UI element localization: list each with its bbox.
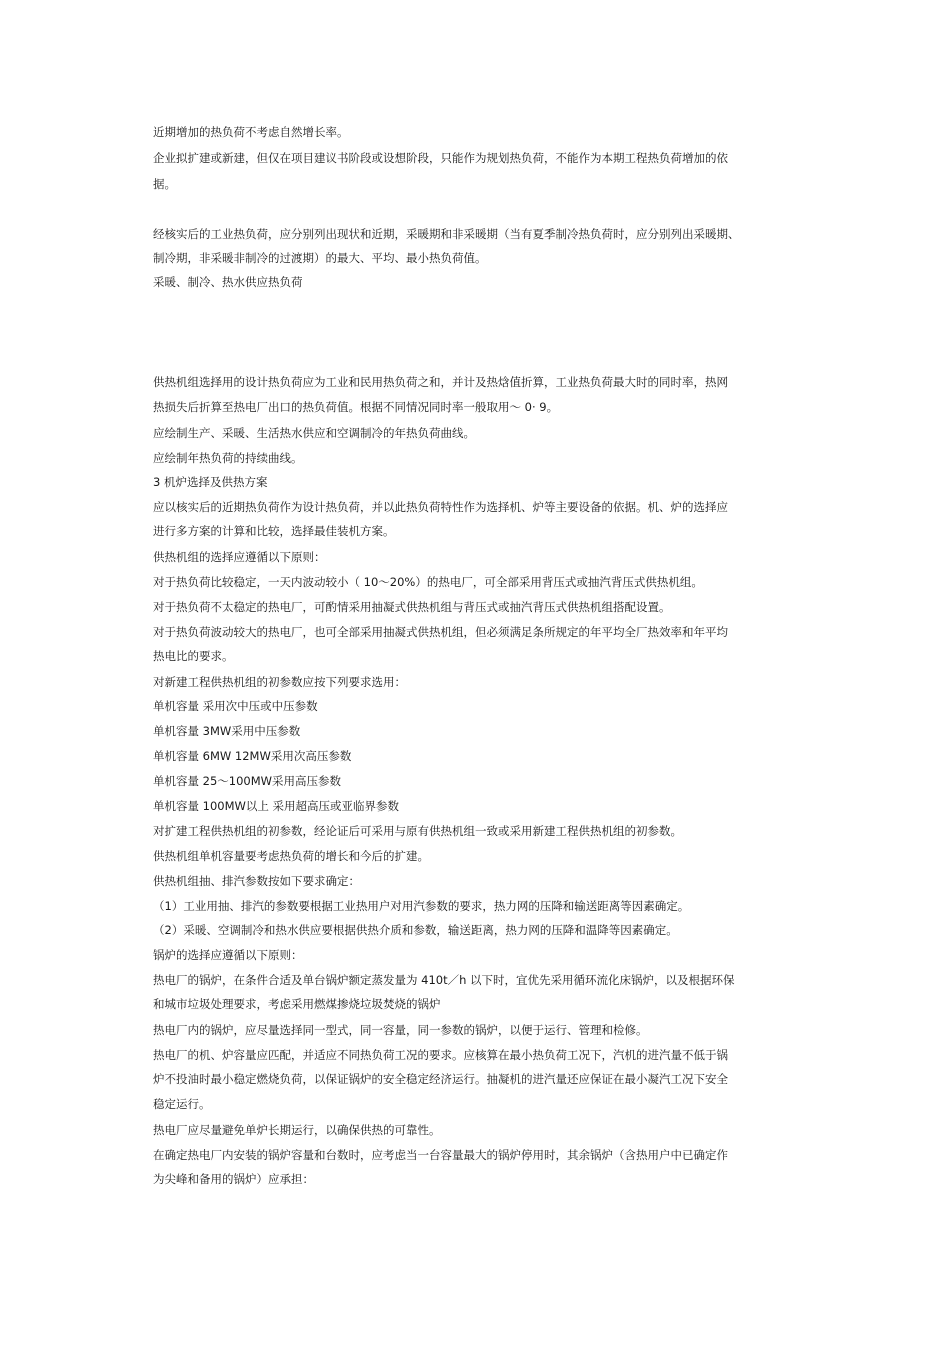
text-line: 单机容量 25～100MW采用高压参数	[153, 774, 342, 788]
text-line: 供热机组抽、排汽参数按如下要求确定：	[153, 874, 360, 888]
text-line: 单机容量 采用次中压或中压参数	[153, 699, 318, 713]
text-line: 为尖峰和备用的锅炉）应承担：	[153, 1172, 314, 1186]
text-line: 在确定热电厂内安装的锅炉容量和台数时，应考虑当一台容量最大的锅炉停用时，其余锅炉（含热用户中已确定作	[153, 1148, 728, 1162]
text-line: 进行多方案的计算和比较，选择最佳装机方案。	[153, 524, 395, 538]
text-line: 采暖、制冷、热水供应热负荷	[153, 275, 303, 289]
text-line: 热电比的要求。	[153, 649, 234, 663]
text-line: 单机容量 100MW以上 采用超高压或亚临界参数	[153, 799, 400, 813]
text-line: 热电厂的机、炉容量应匹配，并适应不同热负荷工况的要求。应核算在最小热负荷工况下，汽机的进汽量不低于锅	[153, 1048, 728, 1062]
text-line: 对于热负荷比较稳定，一天内波动较小（ 10～20%）的热电厂，可全部采用背压式或抽汽背压式供热机组。	[153, 575, 703, 589]
text-line: 和城市垃圾处理要求，考虑采用燃煤掺烧垃圾焚烧的锅炉	[153, 997, 441, 1011]
text-line: 热损失后折算至热电厂出口的热负荷值。根据不同情况同时率一般取用～ 0· 9。	[153, 400, 559, 414]
text-line: （1）工业用抽、排汽的参数要根据工业热用户对用汽参数的要求，热力网的压降和输送距离等因素确定。	[153, 899, 690, 913]
text-line: 应绘制年热负荷的持续曲线。	[153, 451, 303, 465]
text-line: 对扩建工程供热机组的初参数，经论证后可采用与原有供热机组一致或采用新建工程供热机组的初参数。	[153, 824, 682, 838]
text-line: 供热机组单机容量要考虑热负荷的增长和今后的扩建。	[153, 849, 429, 863]
text-line: 单机容量 3MW采用中压参数	[153, 724, 301, 738]
text-line: 对新建工程供热机组的初参数应按下列要求选用：	[153, 675, 406, 689]
text-line: 企业拟扩建或新建，但仅在项目建议书阶段或设想阶段，只能作为规划热负荷，不能作为本期工程热负荷增加的依	[153, 151, 728, 165]
section-heading: 3 机炉选择及供热方案	[153, 475, 268, 489]
text-line: 对于热负荷波动较大的热电厂，也可全部采用抽凝式供热机组，但必须满足条所规定的年平均全厂热效率和年平均	[153, 625, 728, 639]
text-line: 应绘制生产、采暖、生活热水供应和空调制冷的年热负荷曲线。	[153, 426, 475, 440]
text-line: 炉不投油时最小稳定燃烧负荷，以保证锅炉的安全稳定经济运行。抽凝机的进汽量还应保证在最小凝汽工况下安全	[153, 1072, 728, 1086]
text-line: 供热机组的选择应遵循以下原则：	[153, 550, 326, 564]
text-line: 锅炉的选择应遵循以下原则：	[153, 948, 303, 962]
text-line: 应以核实后的近期热负荷作为设计热负荷，并以此热负荷特性作为选择机、炉等主要设备的依据。机、炉的选择应	[153, 500, 728, 514]
text-line: 经核实后的工业热负荷，应分别列出现状和近期，采暖期和非采暖期（当有夏季制冷热负荷时，应分别列出采暖期、	[153, 227, 740, 241]
text-line: 对于热负荷不太稳定的热电厂，可酌情采用抽凝式供热机组与背压式或抽汽背压式供热机组搭配设置。	[153, 600, 671, 614]
text-line: 热电厂的锅炉，在条件合适及单台锅炉额定蒸发量为 410t／h 以下时，宜优先采用循环流化床锅炉，以及根据环保	[153, 973, 735, 987]
text-line: 供热机组选择用的设计热负荷应为工业和民用热负荷之和，并计及热焓值折算，工业热负荷最大时的同时率，热网	[153, 375, 728, 389]
text-line: 近期增加的热负荷不考虑自然增长率。	[153, 125, 349, 139]
text-line: 据。	[153, 177, 176, 191]
text-line: 热电厂内的锅炉，应尽量选择同一型式，同一容量，同一参数的锅炉，以便于运行、管理和检修。	[153, 1023, 648, 1037]
text-line: 稳定运行。	[153, 1097, 211, 1111]
text-line: 制冷期，非采暖非制冷的过渡期）的最大、平均、最小热负荷值。	[153, 251, 487, 265]
text-line: 单机容量 6MW 12MW采用次高压参数	[153, 749, 352, 763]
text-line: 热电厂应尽量避免单炉长期运行，以确保供热的可靠性。	[153, 1123, 441, 1137]
text-line: （2）采暖、空调制冷和热水供应要根据供热介质和参数，输送距离，热力网的压降和温降等因素确定。	[153, 923, 678, 937]
